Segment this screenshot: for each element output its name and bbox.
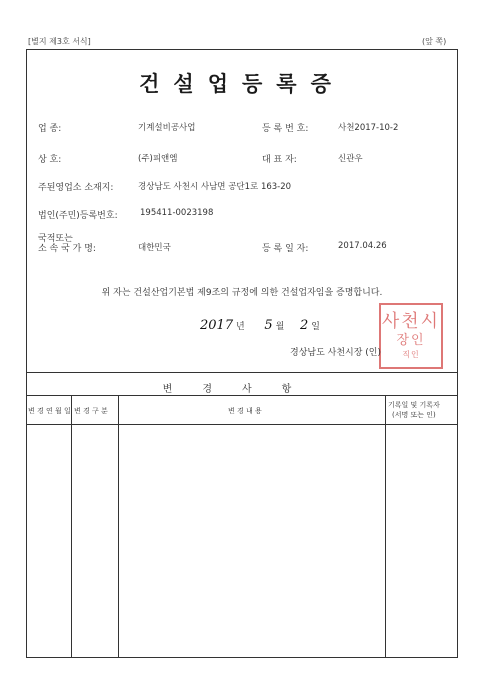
company-value: (주)피앤엠 bbox=[138, 154, 178, 164]
changes-top-rule bbox=[26, 372, 458, 373]
changes-title-rule bbox=[26, 395, 458, 396]
changes-col-divider-3 bbox=[385, 395, 386, 658]
corpno-label: 법인(주민)등록번호: bbox=[38, 211, 118, 221]
date-day-unit: 일 bbox=[311, 322, 320, 332]
corpno-value: 195411-0023198 bbox=[140, 208, 214, 218]
col-header-change-date: 변 경 연 월 일 bbox=[28, 407, 71, 415]
representative-value: 신관우 bbox=[338, 154, 363, 164]
regdate-label: 등 록 일 자: bbox=[262, 244, 309, 254]
industry-label: 업 종: bbox=[38, 124, 62, 134]
issuer-name: 경상남도 사천시장 (인) bbox=[290, 348, 381, 358]
date-year: 2017 bbox=[200, 318, 234, 333]
date-month: 5 bbox=[264, 318, 273, 333]
nationality-label-line1: 국적또는 bbox=[38, 234, 73, 244]
issue-date bbox=[200, 318, 320, 333]
col-header-change-type: 변 경 구 분 bbox=[74, 407, 108, 415]
seal-line3: 직인 bbox=[402, 350, 420, 359]
nationality-label-line2: 소 속 국 가 명: bbox=[38, 244, 96, 254]
regno-value: 사천2017-10-2 bbox=[338, 123, 399, 133]
address-label: 주된영업소 소재지: bbox=[38, 183, 114, 193]
regdate-value: 2017.04.26 bbox=[338, 241, 387, 251]
col-header-recorder-line2: (서명 또는 인) bbox=[392, 411, 436, 419]
col-header-recorder-line1: 기록일 및 기록자 bbox=[388, 401, 440, 409]
address-value: 경상남도 사천시 사남면 공단1로 163-20 bbox=[138, 182, 292, 192]
nationality-value: 대한민국 bbox=[138, 243, 171, 253]
changes-title: 변경사항 bbox=[162, 384, 322, 395]
seal-line1: 사천시 bbox=[381, 311, 441, 332]
changes-col-divider-2 bbox=[118, 395, 119, 658]
date-year-unit: 년 bbox=[235, 322, 245, 332]
date-day: 2 bbox=[300, 318, 309, 333]
date-month-unit: 월 bbox=[275, 322, 285, 332]
changes-col-divider-1 bbox=[71, 395, 72, 658]
document-title: 건설업등록증 bbox=[139, 72, 345, 96]
industry-value: 기계설비공사업 bbox=[138, 123, 196, 133]
page-side-label: (앞 쪽) bbox=[422, 37, 447, 46]
company-label: 상 호: bbox=[38, 155, 62, 165]
changes-header-rule bbox=[26, 424, 458, 425]
form-number: [별지 제3호 서식] bbox=[28, 37, 91, 46]
regno-label: 등 록 번 호: bbox=[262, 124, 309, 134]
certification-text: 위 자는 건설산업기본법 제9조의 규정에 의한 건설업자임을 증명합니다. bbox=[101, 288, 383, 298]
col-header-change-content: 변 경 내 용 bbox=[228, 407, 262, 415]
representative-label: 대 표 자: bbox=[262, 155, 297, 165]
seal-line2: 장인 bbox=[396, 333, 426, 348]
official-seal bbox=[379, 303, 443, 369]
